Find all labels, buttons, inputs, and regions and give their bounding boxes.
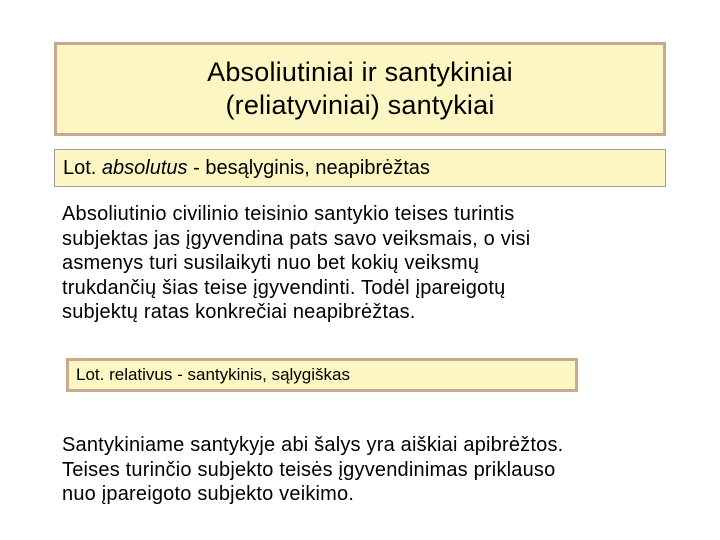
paragraph-absolute-line: subjektas jas įgyvendina pats savo veiksmais, o visi: [62, 227, 531, 250]
slide-title: [207, 56, 513, 122]
definition-absolute-term: absolutus: [101, 157, 188, 179]
paragraph-absolute-line: subjektų ratas konkrečiai neapibrėžtas.: [62, 301, 416, 323]
paragraph-relative-line: Santykiniame santykyje abi šalys yra aiškiai apibrėžtos.: [62, 434, 564, 456]
title-line-2: (reliatyviniai) santykiai: [225, 90, 495, 120]
definition-relative-box: [66, 358, 578, 392]
definition-absolute-prefix: Lot.: [63, 157, 102, 179]
paragraph-relative-line: Teises turinčio subjekto teisės įgyvendinimas priklauso: [62, 458, 556, 481]
definition-absolute-rest: - besąlyginis, neapibrėžtas: [187, 157, 430, 179]
title-line-1: Absoliutiniai ir santykiniai: [207, 57, 513, 87]
paragraph-relative-line: nuo įpareigoto subjekto veikimo.: [62, 483, 355, 505]
paragraph-absolute-line: trukdančių šias teise įgyvendinti. Todėl įpareigotų: [62, 276, 506, 299]
title-box: [54, 42, 666, 136]
paragraph-relative: [62, 433, 682, 507]
definition-absolute-box: [54, 149, 666, 187]
definition-relative-text: Lot. relativus - santykinis, sąlygiškas: [76, 365, 350, 384]
paragraph-absolute-line: Absoliutinio civilinio teisinio santykio teises turintis: [62, 203, 515, 225]
paragraph-absolute: [62, 202, 662, 325]
paragraph-absolute-line: asmenys turi susilaikyti nuo bet kokių veiksmų: [62, 252, 480, 274]
